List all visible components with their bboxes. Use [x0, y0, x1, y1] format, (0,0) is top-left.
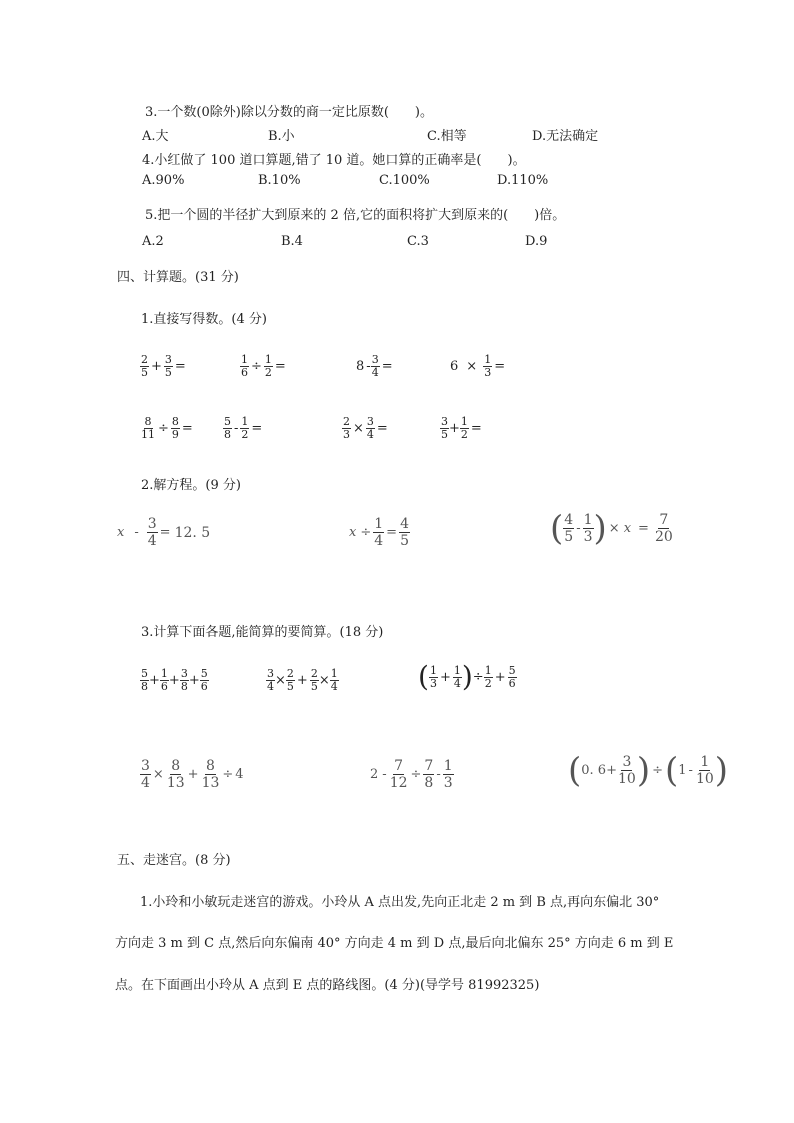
simplify-3: ( $\frac{1}{3}$ + $\frac{1}{4}$ )÷ $\frac{1}{2}$ + $\frac{5}{6}$: [418, 660, 516, 693]
calc-2-3-times-3-4: $\frac{2}{3}$ × $\frac{3}{4}$ =: [343, 415, 388, 441]
section4-sub3: 3.计算下面各题,能简算的要简算。(18 分): [141, 625, 384, 640]
q3-stem: 3.一个数(0除外)除以分数的商一定比原数( )。: [145, 105, 433, 120]
section5-title: 五、走迷宫。(8 分): [117, 853, 231, 868]
q4-option-a: A.90%: [142, 173, 185, 188]
q3-option-d: D.无法确定: [532, 129, 599, 144]
q5-option-c: C.3: [407, 234, 429, 249]
calc-6-times-1-3: 6 × $\frac{1}{3}$ =: [450, 353, 506, 379]
simplify-2: $\frac{3}{4}$ × $\frac{2}{5}$ + $\frac{2}{5}$ × $\frac{1}{4}$: [267, 667, 338, 693]
section5-line2: 方向走 3 m 到 C 点,然后向东偏南 40° 方向走 4 m 到 D 点,最后向北偏东 25° 方向走 6 m 到 E: [115, 936, 674, 951]
calc-3-5-plus-1-2: $\frac{3}{5}$ + $\frac{1}{2}$ =: [441, 415, 482, 441]
q4-option-d: D.110%: [497, 173, 549, 188]
section4-sub1: 1.直接写得数。(4 分): [141, 312, 267, 327]
equation-3: ( $\frac{4}{5}$ - $\frac{1}{3}$ ) × x = $\frac{7}{20}$: [550, 508, 673, 549]
q3-option-a: A.大: [142, 129, 169, 144]
equation-1: x - $\frac{3}{4}$ = 12. 5: [117, 516, 211, 549]
section5-line1: 1.小玲和小敏玩走迷宫的游戏。小玲从 A 点出发,先向正北走 2 m 到 B 点,再向东偏北 30°: [140, 895, 660, 910]
calc-2-5-plus-3-5: $\frac{2}{5}$ + $\frac{3}{5}$ =: [141, 353, 186, 379]
calc-8-11-div-8-9: $\frac{8}{11}$ ÷ $\frac{8}{9}$ =: [141, 415, 193, 441]
q4-option-c: C.100%: [379, 173, 430, 188]
q5-option-a: A.2: [142, 234, 164, 249]
q4-stem: 4.小红做了 100 道口算题,错了 10 道。她口算的正确率是( )。: [142, 153, 526, 168]
equation-2: x ÷ $\frac{1}{4}$ = $\frac{4}{5}$: [349, 516, 409, 549]
q5-option-d: D.9: [525, 234, 548, 249]
calc-5-8-minus-1-2: $\frac{5}{8}$ - $\frac{1}{2}$ =: [224, 415, 263, 441]
simplify-5: 2 - $\frac{7}{12}$ ÷ $\frac{7}{8}$ - $\frac{1}{3}$: [370, 758, 453, 791]
simplify-1: $\frac{5}{8}$ + $\frac{1}{6}$ + $\frac{3}{8}$ + $\frac{5}{6}$: [141, 667, 208, 693]
q4-option-b: B.10%: [258, 173, 301, 188]
q5-option-b: B.4: [281, 234, 303, 249]
simplify-6: (0. 6+ $\frac{3}{10}$ ) ÷(1 - $\frac{1}{10}$ ): [568, 750, 729, 791]
calc-8-minus-3-4: 8 - $\frac{3}{4}$ =: [356, 353, 393, 379]
section4-sub2: 2.解方程。(9 分): [141, 478, 241, 493]
q3-option-c: C.相等: [427, 129, 467, 144]
calc-1-6-div-1-2: $\frac{1}{6}$ ÷ $\frac{1}{2}$ =: [241, 353, 286, 379]
q3-option-b: B.小: [268, 129, 295, 144]
q5-stem: 5.把一个圆的半径扩大到原来的 2 倍,它的面积将扩大到原来的( )倍。: [145, 208, 566, 223]
section4-title: 四、计算题。(31 分): [117, 270, 239, 285]
simplify-4: $\frac{3}{4}$ × $\frac{8}{13}$ + $\frac{8}{13}$ ÷ 4: [141, 758, 244, 791]
section5-line3: 点。在下面画出小玲从 A 点到 E 点的路线图。(4 分)(导学号 81992325): [115, 978, 540, 993]
